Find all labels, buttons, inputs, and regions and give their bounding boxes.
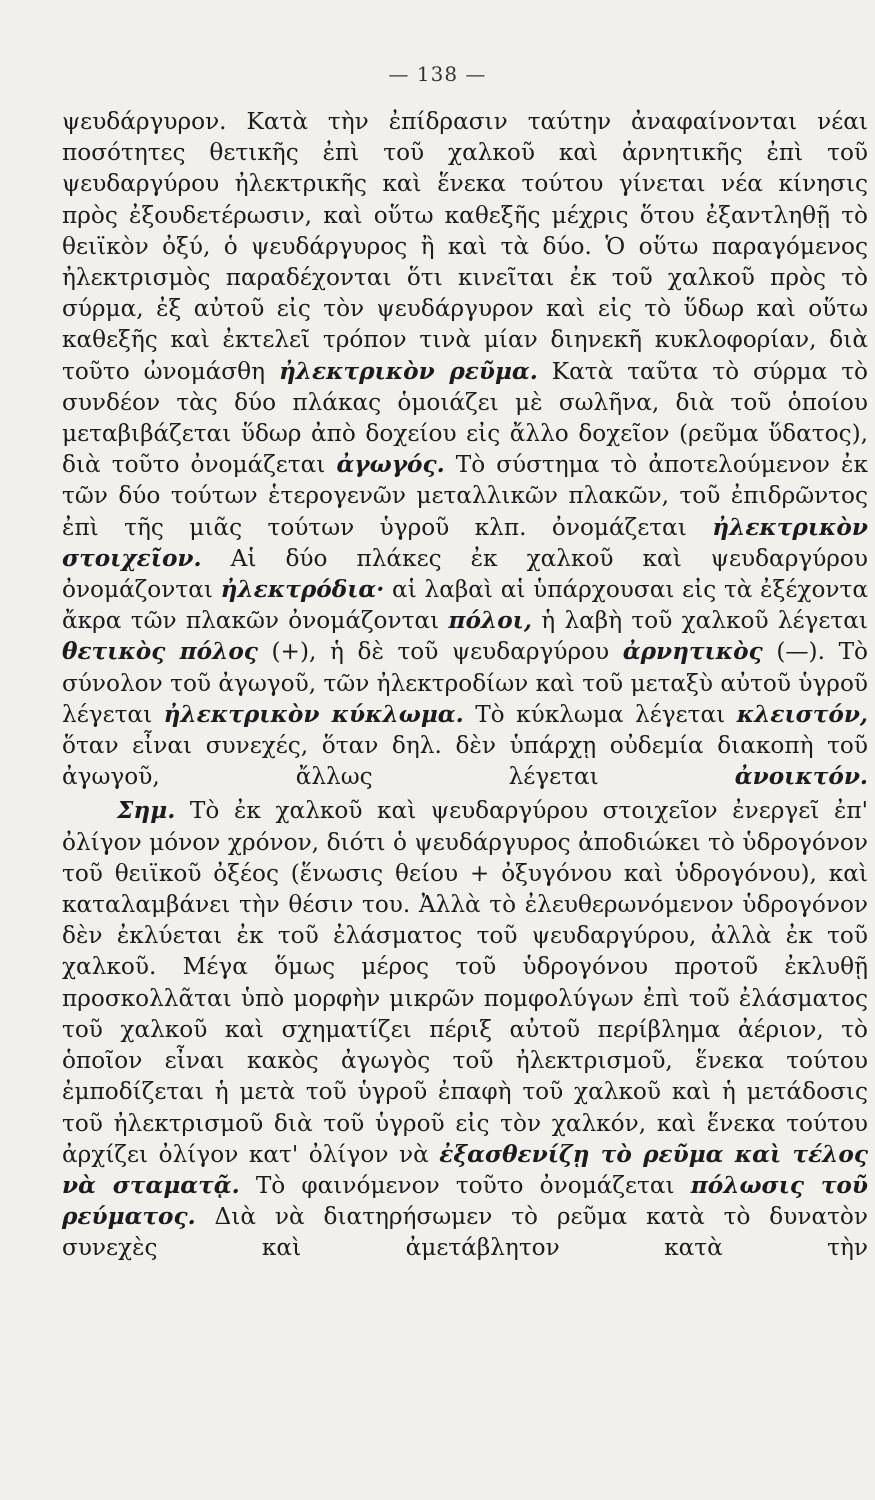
text-run: ὅταν εἶναι συνεχές, ὅταν δηλ. δὲν ὑπάρχῃ οὐδεμία διακοπὴ τοῦ ἀγωγοῦ, ἄλλως λέγεται — [62, 732, 868, 791]
term-open: ἀνοικτόν. — [734, 763, 868, 791]
term-polarization: πόλωσις τοῦ ρεύματος. — [62, 1171, 868, 1231]
paragraph-note — [62, 795, 868, 1263]
paragraph-main — [62, 106, 868, 792]
text-run: (—). Τὸ σύνολον τοῦ ἀγωγοῦ, τῶν ἠλεκτροδίων καὶ τοῦ μεταξὺ αὐτοῦ ὑγροῦ λέγεται — [62, 638, 868, 728]
term-positive-pole: θετικὸς πόλος — [62, 638, 258, 666]
text-run: Τὸ φαινόμενον τοῦτο ὀνομάζεται — [239, 1171, 691, 1199]
text-run: Τὸ σύστημα τὸ ἀποτελούμενον ἐκ τῶν δύο τούτων ἑτερογενῶν μεταλλικῶν πλακῶν, τοῦ ἐπιδρῶντος ἐπὶ τῆς μιᾶς τούτων ὑγροῦ κλπ. ὀνομάζεται — [62, 451, 868, 541]
text-run: αἱ λαβαὶ αἱ ὑπάρχουσαι εἰς τὰ ἐξέχοντα ἄκρα τῶν πλακῶν ὀνομάζονται — [62, 576, 868, 635]
term-conductor: ἀγωγός. — [336, 451, 445, 479]
term-electrodes: ἠλεκτρόδια· — [220, 576, 385, 604]
text-run: ψευδάργυρον. Κατὰ τὴν ἐπίδρασιν ταύτην ἀναφαίνονται νέαι ποσότητες θετικῆς ἐπὶ τοῦ χαλκοῦ καὶ ἀρνητικῆς ἐπὶ τοῦ ψευδαργύρου ἠλεκτρικῆς καὶ ἕνεκα τούτου γίνεται νέα κίνησις πρὸς ἐξουδετέρωσιν, καὶ οὕτω καθεξῆς μέχρις ὅτου ἐξαντληθῇ τὸ θειϊκὸν ὀξύ, ὁ ψευδάργυρος ἢ καὶ τὰ δύο. Ὁ οὕτω παραγόμενος ἠλεκτρισμὸς παραδέχονται ὅτι κινεῖται ἐκ τοῦ χαλκοῦ πρὸς τὸ σύρμα, ἐξ αὐτοῦ εἰς τὸν ψευδάργυρον καὶ εἰς τὸ ὕδωρ καὶ οὕτω καθεξῆς καὶ ἐκτελεῖ τρόπον τινὰ μίαν διηνεκῆ κυκλοφορίαν, διὰ τοῦτο ὠνομάσθη — [62, 108, 868, 385]
term-electric-cell: ἠλεκτρικὸν στοιχεῖον. — [62, 513, 868, 572]
body-text — [62, 106, 868, 1264]
page-number: — 138 — — [388, 62, 487, 86]
note-label: Σημ. — [117, 797, 176, 825]
text-run: Τὸ ἐκ χαλκοῦ καὶ ψευδαργύρου στοιχεῖον ἐνεργεῖ ἐπ' ὀλίγον μόνον χρόνον, διότι ὁ ψευδάργυρος ἀποδιώκει τὸ ὑδρογόνον τοῦ θειϊκοῦ ὀξέος (ἕνωσις θείου + ὀξυγόνου καὶ ὑδρογόνου), καὶ καταλαμβάνει τὴν θέσιν του. Ἀλλὰ τὸ ἐλευθερωνόμενον ὑδρογόνον δὲν ἐκλύεται ἐκ τοῦ ἐλάσματος τοῦ ψευδαργύρου, ἀλλὰ ἐκ τοῦ χαλκοῦ. Μέγα ὅμως μέρος τοῦ ὑδρογόνου προτοῦ ἐκλυθῇ προσκολλᾶται ὑπὸ μορφὴν μικρῶν πομφολύγων ἐπὶ τοῦ ἐλάσματος τοῦ χαλκοῦ καὶ σχηματίζει πέριξ αὐτοῦ περίβλημα ἀέριον, τὸ ὁποῖον εἶναι κακὸς ἀγωγὸς τοῦ ἠλεκτρισμοῦ, ἕνεκα τούτου ἐμποδίζεται ἡ μετὰ τοῦ ὑγροῦ ἐπαφὴ τοῦ χαλκοῦ καὶ ἡ μετάδοσις τοῦ ἠλεκτρισμοῦ διὰ τοῦ ὑγροῦ εἰς τὸν χαλκόν, καὶ ἕνεκα τούτου ἀρχίζει ὀλίγον κατ' ὀλίγον νὰ — [62, 797, 868, 1168]
text-run: Αἱ δύο πλάκες ἐκ χαλκοῦ καὶ ψευδαργύρου ὀνομάζονται — [62, 544, 868, 604]
text-run: Διὰ νὰ διατηρήσωμεν τὸ ρεῦμα κατὰ τὸ δυνατὸν συνεχὲς καὶ ἀμετάβλητον κατὰ τὴν — [62, 1203, 868, 1262]
text-run: (+), ἡ δὲ τοῦ ψευδαργύρου — [257, 638, 623, 666]
text-run: Τὸ κύκλωμα λέγεται — [463, 700, 737, 728]
text-run: ἡ λαβὴ τοῦ χαλκοῦ λέγεται — [531, 607, 868, 635]
term-electric-circuit: ἠλεκτρικὸν κύκλωμα. — [163, 700, 464, 728]
term-poles: πόλοι, — [448, 607, 532, 635]
term-electric-current: ἠλεκτρικὸν ρεῦμα. — [278, 357, 538, 385]
term-closed: κλειστόν, — [736, 700, 868, 728]
term-negative: ἀρνητικὸς — [622, 638, 763, 666]
text-run: Κατὰ ταῦτα τὸ σύρμα τὸ συνδέον τὰς δύο πλάκας ὁμοιάζει μὲ σωλῆνα, διὰ τοῦ ὁποίου μεταβιβάζεται ὕδωρ ἀπὸ δοχείου εἰς ἄλλο δοχεῖον (ρεῦμα ὕδατος), διὰ τοῦτο ὀνομάζεται — [62, 357, 868, 479]
term-weakening: ἐξασθενίζῃ τὸ ρεῦμα καὶ τέλος νὰ σταματᾷ. — [62, 1140, 869, 1199]
